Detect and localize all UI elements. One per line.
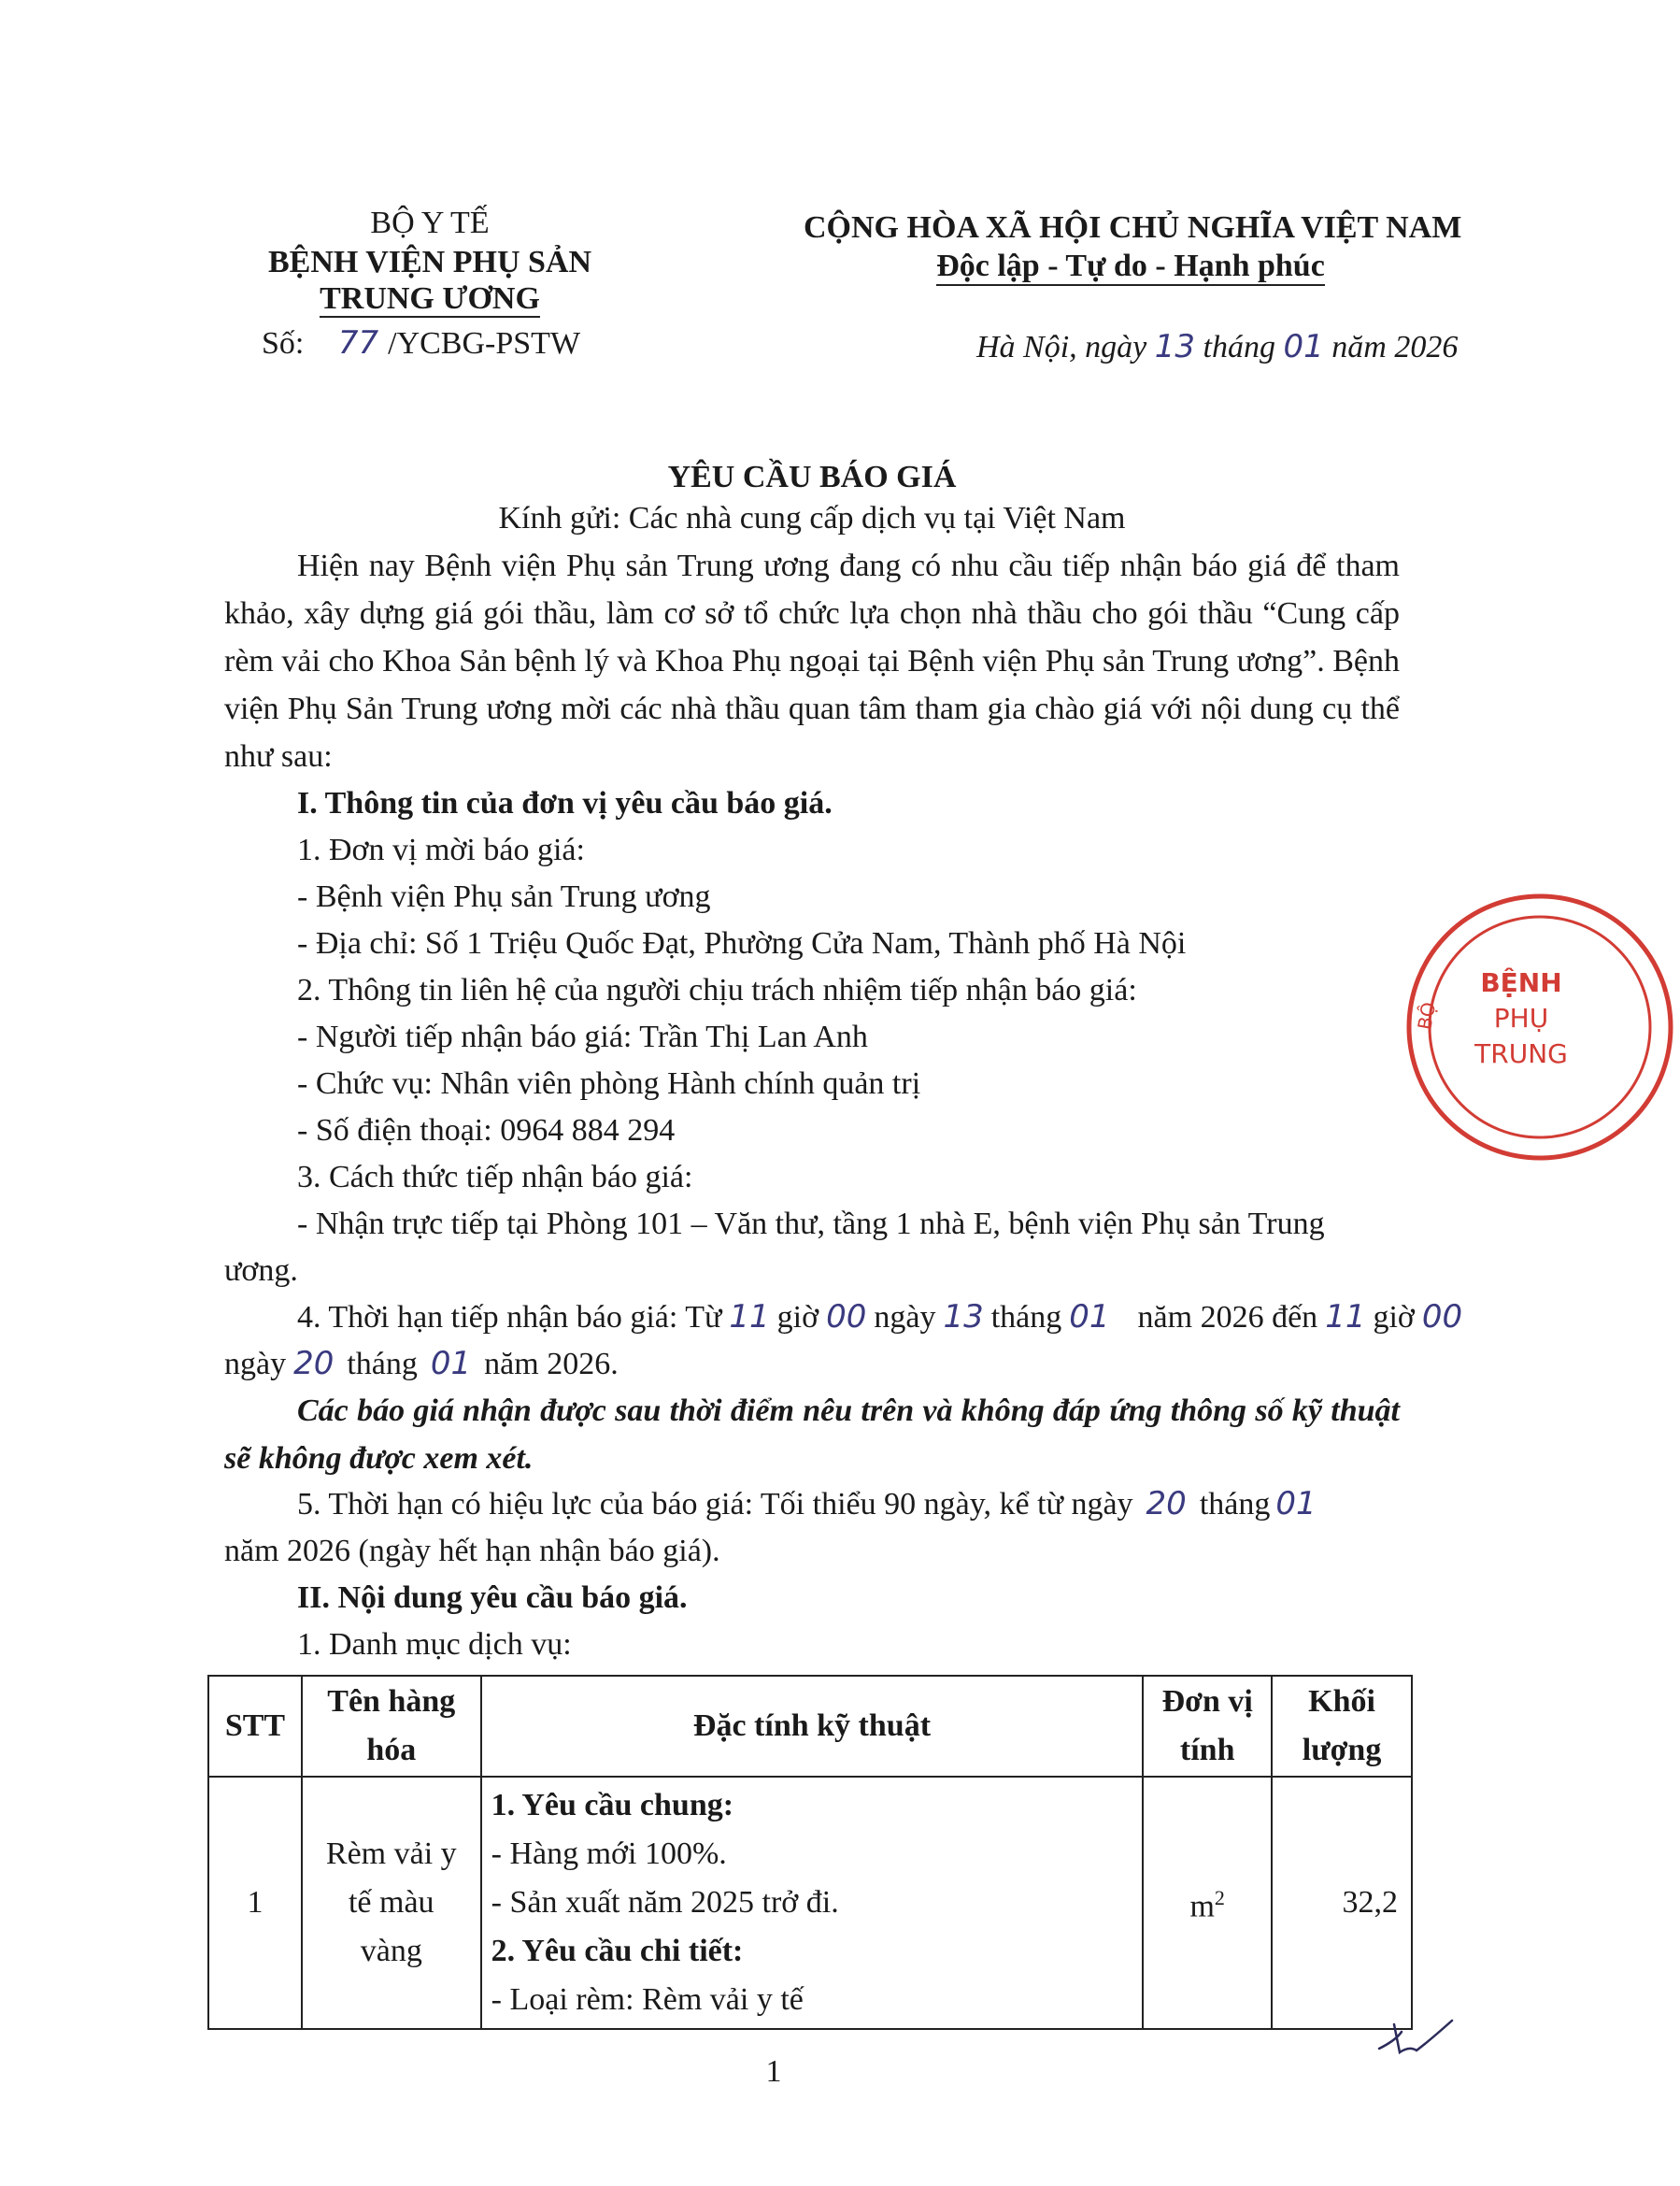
doc-no-value: 77 — [337, 324, 379, 362]
hospital-name-line1: BỆNH VIỆN PHỤ SẢN — [267, 245, 592, 279]
row-name-line2: tế màu — [348, 1885, 434, 1920]
deadline-month-label2: tháng — [347, 1347, 418, 1381]
row-name-line3: vàng — [360, 1934, 422, 1968]
col-qty-line1: Khối — [1308, 1684, 1375, 1719]
s1-line5: - Người tiếp nhận báo giá: Trần Thị Lan Anh — [297, 1020, 868, 1054]
service-table — [207, 1675, 1413, 2030]
hospital-name-line2: TRUNG ƯƠNG — [320, 281, 540, 316]
initials-signature — [1374, 2011, 1459, 2067]
deadline-from-label: 4. Thời hạn tiếp nhận báo giá: Từ — [297, 1300, 722, 1335]
date-year: năm 2026 — [1331, 330, 1459, 364]
recipient: Kính gửi: Các nhà cung cấp dịch vụ tại Việt Nam — [498, 501, 1126, 536]
spec-item1: - Hàng mới 100%. — [491, 1836, 727, 1871]
spec-heading1: 1. Yêu cầu chung: — [491, 1788, 734, 1822]
hospital-name-line2-wrap — [224, 282, 635, 324]
intro-paragraph: Hiện nay Bệnh viện Phụ sản Trung ương đang có nhu cầu tiếp nhận báo giá để tham khảo, xây dựng giá gói thầu, làm cơ sở tổ chức lựa chọn nhà thầu cho gói thầu “Cung cấp rèm vải cho Khoa Sản bệnh lý và Khoa Phụ ngoại tại Bệnh viện Phụ sản Trung ương”. Bệnh viện Phụ Sản Trung ương mời các nhà thầu quan tâm tham gia chào giá với nội dung cụ thể như sau: — [224, 549, 1400, 774]
validity-month: 01 — [1275, 1485, 1317, 1522]
col-unit — [1143, 1676, 1272, 1777]
section1-heading: I. Thông tin của đơn vị yêu cầu báo giá. — [297, 786, 833, 821]
s1-line4: 2. Thông tin liên hệ của người chịu trách nhiệm tiếp nhận báo giá: — [297, 973, 1137, 1007]
row-unit-sup: 2 — [1214, 1886, 1225, 1910]
col-stt: STT — [208, 1676, 302, 1777]
spec-item3: - Loại rèm: Rèm vải y tế — [491, 1982, 804, 2017]
deadline-year-label2: năm 2026. — [484, 1347, 619, 1381]
col-name — [302, 1676, 481, 1777]
deadline-month-label1: tháng — [990, 1300, 1062, 1335]
motto: Độc lập - Tự do - Hạnh phúc — [936, 249, 1325, 286]
spec-item2: - Sản xuất năm 2025 trở đi. — [491, 1885, 839, 1920]
date-month-label: tháng — [1203, 330, 1275, 364]
col-unit-line1: Đơn vị — [1161, 1684, 1253, 1719]
validity-month-label: tháng — [1199, 1487, 1271, 1522]
header-right — [804, 207, 1462, 293]
s1-deadline-line2 — [224, 1340, 619, 1388]
s2-line1: 1. Danh mục dịch vụ: — [297, 1627, 572, 1662]
header-left — [224, 204, 635, 324]
page-number: 1 — [765, 2054, 782, 2089]
date-month: 01 — [1283, 328, 1324, 365]
row-unit — [1143, 1777, 1272, 2029]
stamp-line2: PHỤ — [1493, 1003, 1549, 1034]
date-day: 13 — [1154, 328, 1196, 365]
stamp-side-text: BỘ — [1413, 1000, 1441, 1032]
table-header-row — [208, 1676, 1412, 1777]
deadline-month1: 01 — [1069, 1298, 1110, 1336]
s1-validity-line — [297, 1480, 1317, 1528]
spec-heading2: 2. Yêu cầu chi tiết: — [491, 1934, 744, 1968]
stamp-text — [1465, 965, 1577, 1072]
deadline-month2: 01 — [430, 1345, 472, 1382]
s1-line7: - Số điện thoại: 0964 884 294 — [297, 1113, 676, 1148]
s1-line2: - Bệnh viện Phụ sản Trung ương — [297, 879, 711, 914]
nation-title: CỘNG HÒA XÃ HỘI CHỦ NGHĨA VIỆT NAM — [804, 210, 1462, 245]
date-prefix: Hà Nội, ngày — [976, 330, 1147, 364]
s1-line6: - Chức vụ: Nhân viên phòng Hành chính quản trị — [297, 1066, 921, 1101]
row-stt: 1 — [208, 1777, 302, 2029]
s1-validity-line2: năm 2026 (ngày hết hạn nhận báo giá). — [224, 1534, 720, 1568]
deadline-day2: 20 — [293, 1345, 335, 1382]
official-stamp — [1400, 893, 1568, 1164]
row-unit-text: m — [1189, 1889, 1215, 1924]
deadline-hour2: 11 — [1325, 1298, 1366, 1336]
doc-no-suffix: /YCBG-PSTW — [388, 326, 581, 361]
s1-deadline-line — [297, 1293, 1462, 1341]
document-number — [262, 320, 580, 367]
deadline-hour1: 11 — [729, 1298, 770, 1336]
section2-heading: II. Nội dung yêu cầu báo giá. — [297, 1580, 688, 1615]
deadline-hour-label2: giờ — [1373, 1300, 1415, 1335]
col-name-line2: hóa — [366, 1733, 417, 1767]
deadline-hour-label1: giờ — [776, 1300, 819, 1335]
col-qty-line2: lượng — [1302, 1733, 1382, 1767]
motto-wrap — [804, 249, 1458, 293]
ministry-name: BỘ Y TẾ — [370, 206, 490, 240]
col-name-line1: Tên hàng — [327, 1684, 456, 1719]
stamp-line3: TRUNG — [1474, 1038, 1568, 1069]
page-title: YÊU CẦU BÁO GIÁ — [667, 460, 957, 494]
col-qty — [1272, 1676, 1412, 1777]
col-unit-line2: tính — [1179, 1733, 1235, 1767]
s1-line9a: - Nhận trực tiếp tại Phòng 101 – Văn thư, tầng 1 nhà E, bệnh viện Phụ sản Trung — [297, 1207, 1325, 1241]
table-row — [208, 1777, 1412, 2029]
late-quote-note: Các báo giá nhận được sau thời điểm nêu trên và không đáp ứng thông số kỹ thuật sẽ không được xem xét. — [224, 1393, 1400, 1476]
row-name — [302, 1777, 481, 2029]
row-qty: 32,2 — [1272, 1777, 1412, 2029]
s1-line8: 3. Cách thức tiếp nhận báo giá: — [297, 1160, 693, 1194]
validity-day: 20 — [1146, 1485, 1187, 1522]
s1-line1: 1. Đơn vị mời báo giá: — [297, 833, 585, 867]
deadline-min1: 00 — [826, 1298, 867, 1336]
deadline-day-label1: ngày — [874, 1300, 936, 1335]
row-name-line1: Rèm vải y — [325, 1836, 457, 1871]
col-spec: Đặc tính kỹ thuật — [481, 1676, 1144, 1777]
s1-line3: - Địa chỉ: Số 1 Triệu Quốc Đạt, Phường Cửa Nam, Thành phố Hà Nội — [297, 926, 1187, 961]
deadline-day-label2: ngày — [224, 1347, 287, 1381]
deadline-day1: 13 — [943, 1298, 984, 1336]
deadline-min2: 00 — [1421, 1298, 1463, 1336]
row-spec — [481, 1777, 1144, 2029]
stamp-line1: BỆNH — [1480, 967, 1562, 998]
s1-line9b: ương. — [224, 1253, 298, 1288]
doc-no-label: Số: — [262, 326, 305, 361]
date-line — [976, 323, 1458, 371]
validity-text: 5. Thời hạn có hiệu lực của báo giá: Tối thiểu 90 ngày, kể từ ngày — [297, 1487, 1133, 1522]
deadline-to-label: năm 2026 đến — [1137, 1300, 1318, 1335]
